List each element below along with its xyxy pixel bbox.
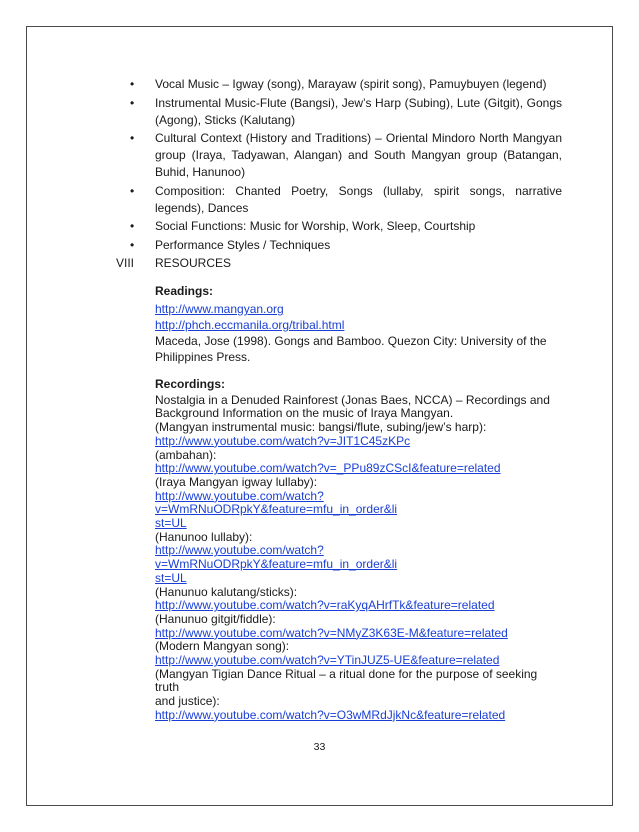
recording-link-continued[interactable]: st=UL bbox=[155, 570, 187, 585]
recording-label: (Hanunuo gitgit/fiddle): bbox=[155, 611, 276, 626]
bullet-icon: • bbox=[130, 77, 135, 91]
section-title: RESOURCES bbox=[155, 256, 232, 270]
recording-label: (Mangyan instrumental music: bangsi/flute, subing/jew’s harp): bbox=[155, 420, 487, 435]
recordings-section bbox=[155, 378, 563, 723]
page-number: 33 bbox=[313, 741, 326, 753]
bullet-icon: • bbox=[130, 237, 135, 252]
recording-link[interactable]: http://www.youtube.com/watch?v=raKyqAHrfTk&feature=related bbox=[155, 598, 495, 613]
bullet-icon: • bbox=[130, 95, 135, 110]
recording-link[interactable]: http://www.youtube.com/watch?v=O3wMRdJjkNc&feature=related bbox=[155, 707, 506, 722]
recording-label: (ambahan): bbox=[155, 447, 217, 462]
recording-label: (Modern Mangyan song): bbox=[155, 639, 290, 654]
recordings-intro: Background Information on the music of Iraya Mangyan. bbox=[155, 406, 454, 421]
recording-label-continued: and justice): bbox=[155, 694, 220, 709]
list-item: • Cultural Context (History and Traditions) – Oriental Mindoro North Mangyan group (Iraya, Tadyawan, Alangan) and South Mangyan group (Batangan, Buhid, Hanunoo) bbox=[130, 131, 562, 179]
list-item: • Instrumental Music-Flute (Bangsi), Jew’s Harp (Subing), Lute (Gitgit), Gongs (Agong), Sticks (Kalutang) bbox=[130, 95, 562, 127]
citation-line: Philippines Press. bbox=[155, 350, 251, 364]
phch-link[interactable]: http://phch.eccmanila.org/tribal.html bbox=[155, 318, 345, 332]
bullet-icon: • bbox=[130, 219, 135, 233]
list-item: • Social Functions: Music for Worship, Work, Sleep, Courtship bbox=[130, 219, 476, 233]
recording-link[interactable]: http://www.youtube.com/watch?v=WmRNuODRpkY&feature=mfu_in_order&li bbox=[155, 543, 398, 572]
recordings-heading: Recordings: bbox=[155, 377, 226, 391]
recording-link[interactable]: http://www.youtube.com/watch?v=WmRNuODRpkY&feature=mfu_in_order&li bbox=[155, 488, 398, 517]
recording-link-continued[interactable]: st=UL bbox=[155, 516, 187, 531]
bullet-icon: • bbox=[130, 131, 135, 145]
recording-label: (Mangyan Tigian Dance Ritual – a ritual done for the purpose of seeking truth bbox=[155, 666, 538, 695]
mangyan-link[interactable]: http://www.mangyan.org bbox=[155, 302, 284, 316]
recording-label: (Iraya Mangyan igway lullaby): bbox=[155, 474, 318, 489]
recording-link[interactable]: http://www.youtube.com/watch?v=YTinJUZ5-UE&feature=related bbox=[155, 653, 500, 668]
recordings-intro: Nostalgia in a Denuded Rainforest (Jonas Baes, NCCA) – Recordings and bbox=[155, 392, 550, 407]
recording-link[interactable]: http://www.youtube.com/watch?v=NMyZ3K63E-M&feature=related bbox=[155, 625, 508, 640]
citation-line: Maceda, Jose (1998). Gongs and Bamboo. Quezon City: University of the bbox=[155, 334, 547, 348]
list-item: • Performance Styles / Techniques bbox=[130, 237, 331, 252]
readings-heading: Readings: bbox=[155, 284, 214, 298]
bullet-icon: • bbox=[130, 183, 135, 198]
recording-label: (Hanunoo lullaby): bbox=[155, 529, 253, 544]
recording-label: (Hanunuo kalutang/sticks): bbox=[155, 584, 298, 599]
readings-section bbox=[155, 283, 563, 365]
topic-bullet-list bbox=[130, 76, 562, 255]
recording-link[interactable]: http://www.youtube.com/watch?v=_PPu89zCScI&feature=related bbox=[155, 461, 501, 476]
recording-link[interactable]: http://www.youtube.com/watch?v=JIT1C45zKPc bbox=[155, 433, 411, 448]
list-item: • Vocal Music – Igway (song), Marayaw (spirit song), Pamuybuyen (legend) bbox=[130, 77, 547, 91]
section-number: VIII bbox=[116, 256, 135, 270]
list-item: • Composition: Chanted Poetry, Songs (lullaby, spirit songs, narrative legends), Dances bbox=[130, 183, 562, 215]
